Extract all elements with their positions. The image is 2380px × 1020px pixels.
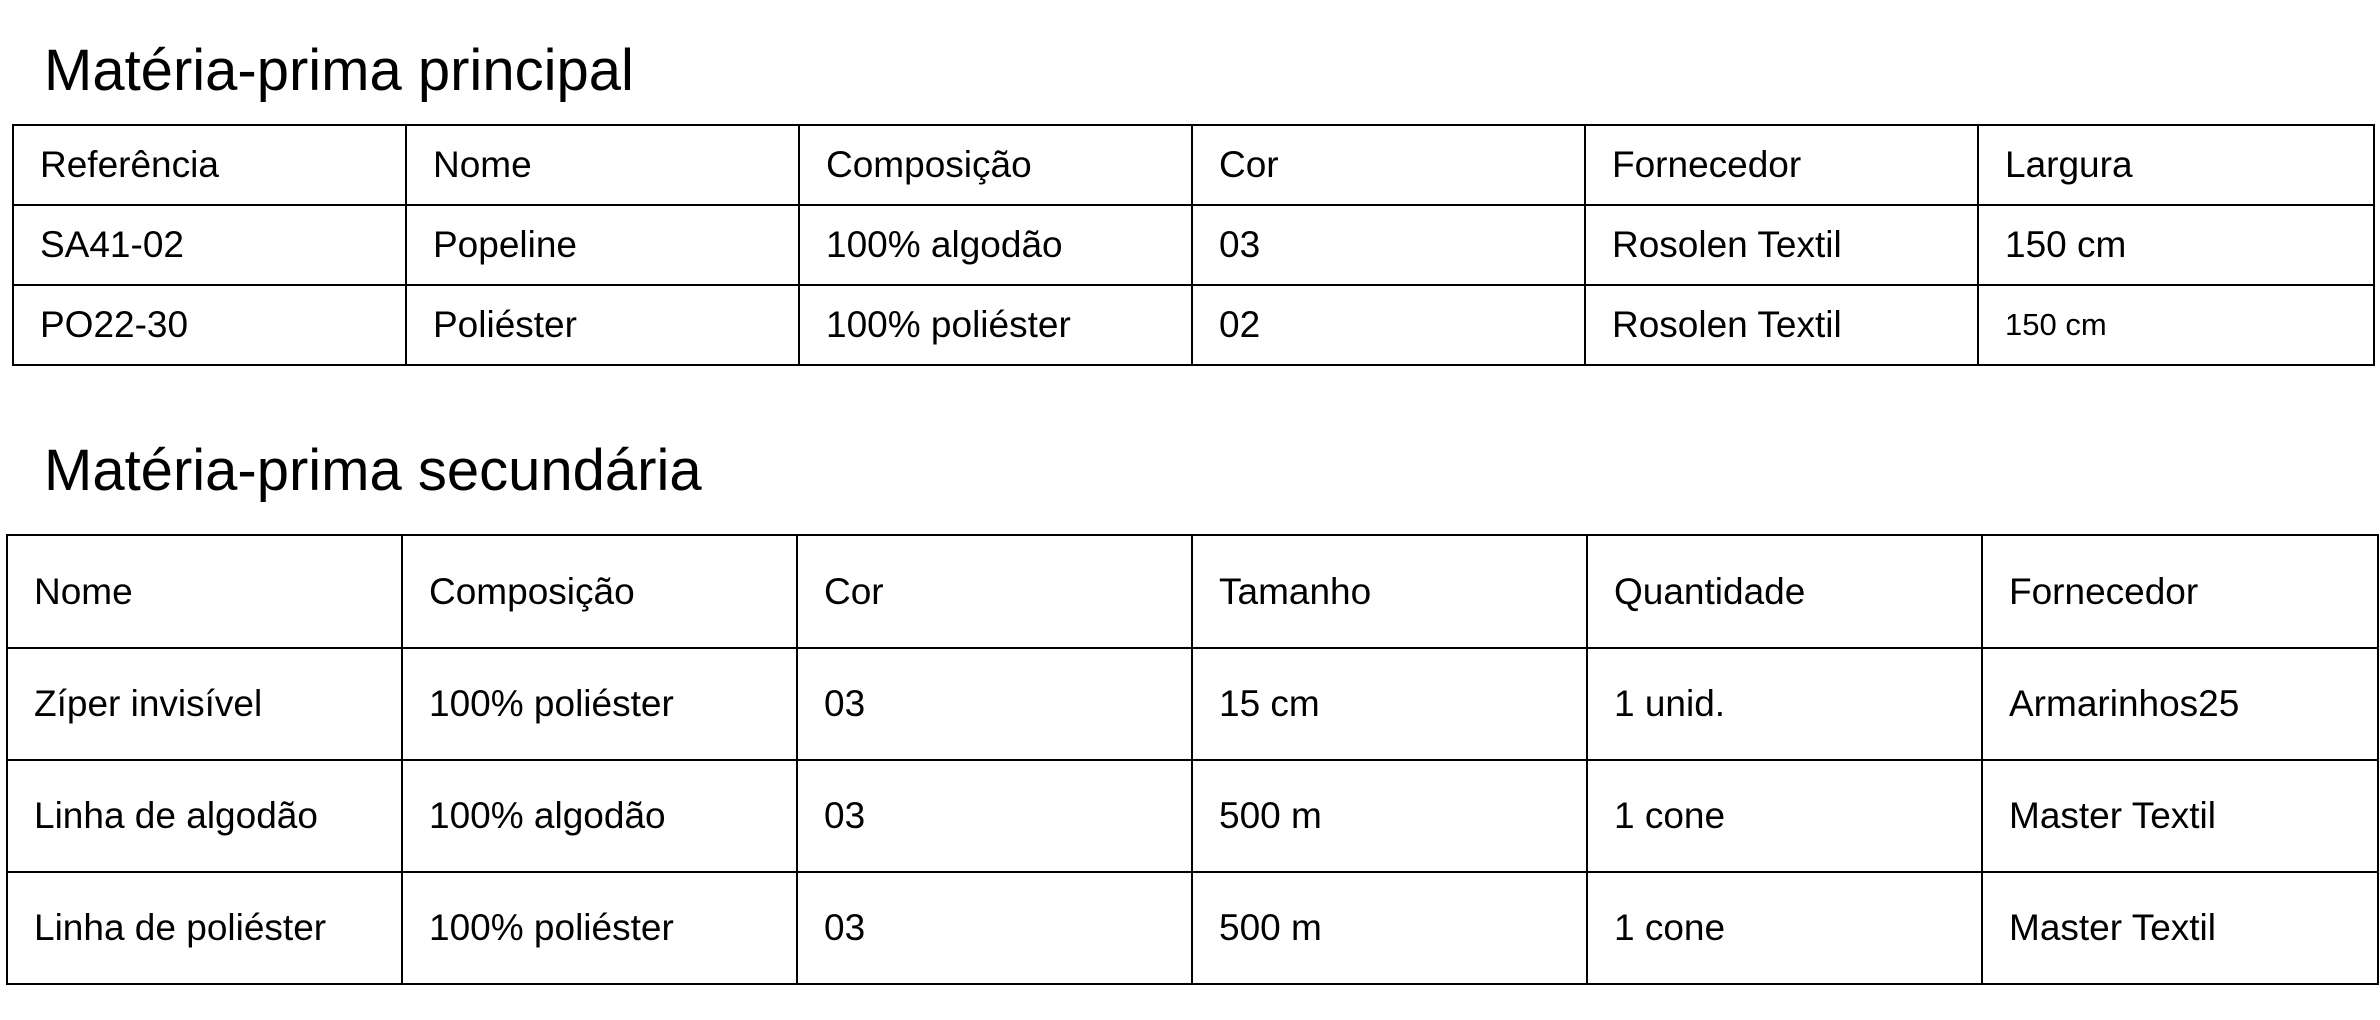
header-cell-referencia: Referência [13, 125, 406, 205]
table-cell: 150 cm [1978, 205, 2374, 285]
table-cell: 03 [797, 760, 1192, 872]
table-cell: 100% poliéster [402, 872, 797, 984]
table-cell: Armarinhos25 [1982, 648, 2378, 760]
table-materia-prima-principal [12, 124, 2375, 366]
header-cell-nome: Nome [7, 535, 402, 648]
table-header-row [7, 535, 2378, 648]
header-cell-fornecedor: Fornecedor [1585, 125, 1978, 205]
table-row [13, 285, 2374, 365]
table-cell: 150 cm [1978, 285, 2374, 365]
table-cell: Linha de algodão [7, 760, 402, 872]
header-cell-composicao: Composição [799, 125, 1192, 205]
table-cell: Rosolen Textil [1585, 285, 1978, 365]
table-cell: Rosolen Textil [1585, 205, 1978, 285]
table-materia-prima-secundaria [6, 534, 2379, 985]
table-cell: 1 cone [1587, 872, 1982, 984]
header-cell-nome: Nome [406, 125, 799, 205]
header-cell-fornecedor: Fornecedor [1982, 535, 2378, 648]
table-cell: 03 [797, 872, 1192, 984]
table-cell: Zíper invisível [7, 648, 402, 760]
table-cell: 1 unid. [1587, 648, 1982, 760]
table-cell: 03 [797, 648, 1192, 760]
table-row [13, 205, 2374, 285]
table-cell: 100% algodão [799, 205, 1192, 285]
table-cell: 500 m [1192, 872, 1587, 984]
table-cell: Master Textil [1982, 872, 2378, 984]
table-cell: SA41-02 [13, 205, 406, 285]
header-cell-quantidade: Quantidade [1587, 535, 1982, 648]
header-cell-composicao: Composição [402, 535, 797, 648]
table-cell: 100% algodão [402, 760, 797, 872]
header-cell-largura: Largura [1978, 125, 2374, 205]
table-header-row [13, 125, 2374, 205]
table-row [7, 872, 2378, 984]
header-cell-tamanho: Tamanho [1192, 535, 1587, 648]
table-cell: Linha de poliéster [7, 872, 402, 984]
section-title-principal: Matéria-prima principal [44, 38, 634, 103]
table-cell: Master Textil [1982, 760, 2378, 872]
table-cell: 500 m [1192, 760, 1587, 872]
table-cell: 03 [1192, 205, 1585, 285]
table-cell: 100% poliéster [402, 648, 797, 760]
section-title-secundaria: Matéria-prima secundária [44, 438, 702, 503]
table-row [7, 648, 2378, 760]
table-cell: 02 [1192, 285, 1585, 365]
header-cell-cor: Cor [1192, 125, 1585, 205]
table-cell: Poliéster [406, 285, 799, 365]
table-cell: 1 cone [1587, 760, 1982, 872]
table-row [7, 760, 2378, 872]
table-cell: PO22-30 [13, 285, 406, 365]
header-cell-cor: Cor [797, 535, 1192, 648]
table-cell: Popeline [406, 205, 799, 285]
table-cell: 100% poliéster [799, 285, 1192, 365]
table-cell: 15 cm [1192, 648, 1587, 760]
